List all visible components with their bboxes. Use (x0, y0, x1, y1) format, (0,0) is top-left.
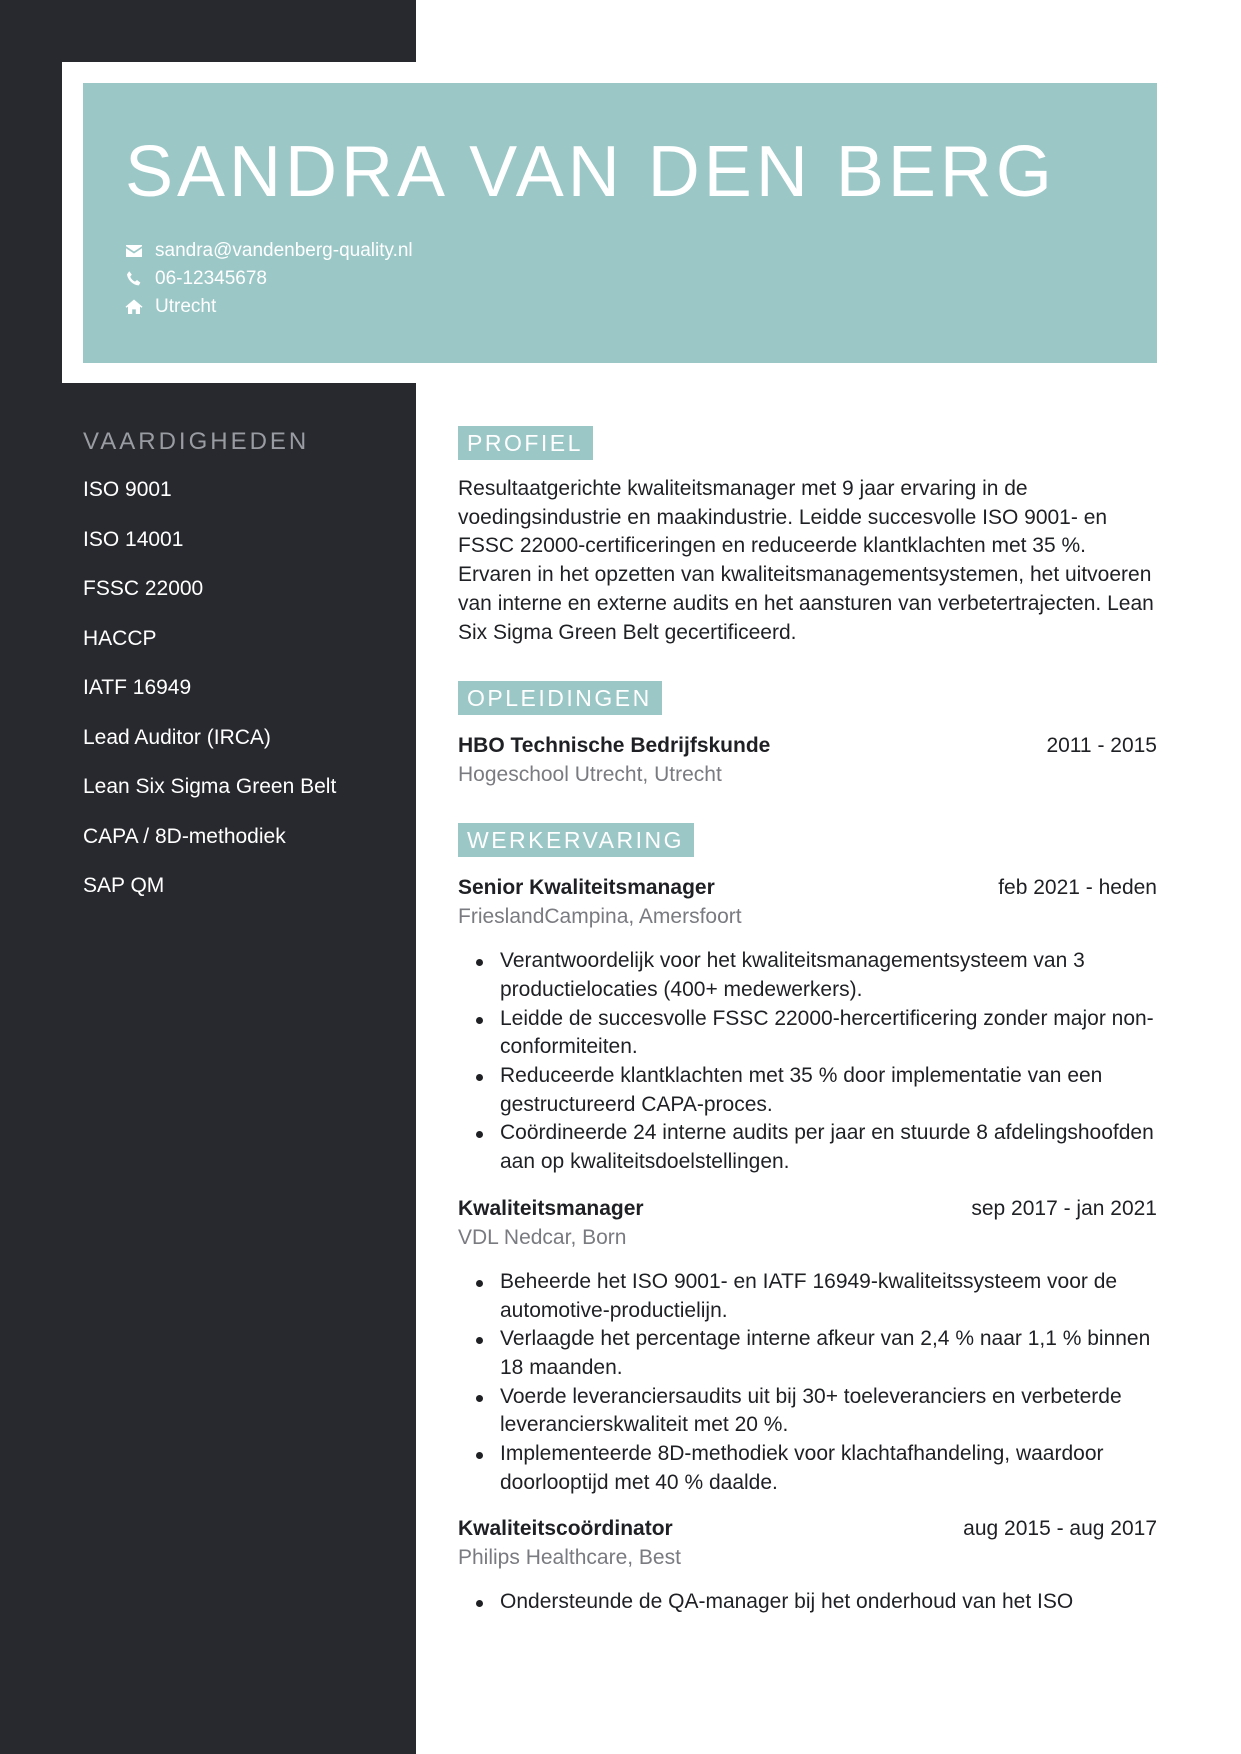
job-bullet: Leidde de succesvolle FSSC 22000-hercertificering zonder major non-conformiteiten. (458, 1005, 1157, 1062)
job-role: Kwaliteitsmanager (458, 1196, 644, 1220)
work-section (458, 823, 1157, 1617)
job-entry (458, 874, 1157, 1177)
skill-item: Lead Auditor (IRCA) (83, 725, 271, 749)
job-bullet: Reduceerde klantklachten met 35 % door implementatie van een gestructureerd CAPA-proces. (458, 1062, 1157, 1119)
education-section (458, 681, 1157, 789)
job-role: Senior Kwaliteitsmanager (458, 876, 715, 900)
phone-icon (123, 268, 145, 290)
job-company: FrieslandCampina, Amersfoort (458, 905, 742, 929)
education-entry (458, 732, 1157, 789)
job-dates: aug 2015 - aug 2017 (963, 1517, 1157, 1541)
contact-location-value: Utrecht (155, 296, 217, 317)
job-company: VDL Nedcar, Born (458, 1225, 627, 1249)
header (83, 83, 1157, 363)
job-bullet: Implementeerde 8D-methodiek voor klachtafhandeling, waardoor doorlooptijd met 40 % daalde. (458, 1440, 1157, 1497)
contact-phone (123, 265, 413, 293)
job-entry (458, 1195, 1157, 1498)
contact-location (123, 293, 413, 321)
job-bullet: Verantwoordelijk voor het kwaliteitsmanagementsysteem van 3 productielocaties (400+ medewerkers). (458, 947, 1157, 1004)
job-bullets (458, 1268, 1157, 1498)
contact-list (123, 237, 413, 321)
education-title: OPLEIDINGEN (458, 681, 662, 715)
job-bullet: Ondersteunde de QA-manager bij het onderhoud van het ISO (458, 1588, 1157, 1617)
education-dates: 2011 - 2015 (1046, 734, 1157, 758)
work-title: WERKERVARING (458, 823, 694, 857)
job-bullet: Beheerde het ISO 9001- en IATF 16949-kwaliteitssysteem voor de automotive-productielijn. (458, 1268, 1157, 1325)
profile-title: PROFIEL (458, 426, 593, 460)
contact-email (123, 237, 413, 265)
skill-item: FSSC 22000 (83, 577, 204, 600)
home-icon (123, 296, 145, 318)
skill-item: IATF 16949 (83, 676, 192, 699)
job-bullet: Voerde leveranciersaudits uit bij 30+ toeleveranciers en verbeterde leverancierskwaliteit met 20 %. (458, 1383, 1157, 1440)
job-bullets (458, 947, 1157, 1177)
skill-item: CAPA / 8D-methodiek (83, 824, 286, 848)
candidate-name: SANDRA VAN DEN BERG (125, 132, 1056, 212)
skill-item: SAP QM (83, 874, 165, 897)
profile-section (458, 426, 1157, 647)
skill-item: Lean Six Sigma Green Belt (83, 775, 337, 798)
job-company: Philips Healthcare, Best (458, 1546, 681, 1570)
skills-title: VAARDIGHEDEN (83, 428, 310, 455)
skill-item: ISO 14001 (83, 527, 184, 551)
job-dates: feb 2021 - heden (998, 876, 1157, 900)
job-dates: sep 2017 - jan 2021 (971, 1196, 1157, 1220)
job-bullets (458, 1588, 1157, 1617)
contact-phone-value: 06-12345678 (155, 268, 267, 289)
skills-list (83, 478, 336, 924)
main-content (458, 426, 1157, 1617)
job-role: Kwaliteitscoördinator (458, 1517, 673, 1541)
contact-email-value: sandra@vandenberg-quality.nl (155, 240, 413, 261)
profile-text: Resultaatgerichte kwaliteitsmanager met 9 jaar ervaring in de voedingsindustrie en maakindustrie. Leidde succesvolle ISO 9001- en FSSC 22000-certificeringen en reduceerde klantklachten met 35 %. Ervaren in het opzetten van kwaliteitsmanagementsystemen, het uitvoeren van interne en externe audits en het aansturen van verbetertrajecten. Lean Six Sigma Green Belt gecertificeerd. (458, 477, 1154, 644)
job-bullet: Verlaagde het percentage interne afkeur van 2,4 % naar 1,1 % binnen 18 maanden. (458, 1325, 1157, 1382)
job-bullet: Coördineerde 24 interne audits per jaar en stuurde 8 afdelingshoofden aan op kwaliteitsdoelstellingen. (458, 1119, 1157, 1176)
skill-item: HACCP (83, 626, 157, 650)
degree-title: HBO Technische Bedrijfskunde (458, 734, 771, 758)
school-name: Hogeschool Utrecht, Utrecht (458, 763, 722, 787)
envelope-icon (123, 240, 145, 262)
skill-item: ISO 9001 (83, 478, 172, 501)
job-entry (458, 1515, 1157, 1617)
